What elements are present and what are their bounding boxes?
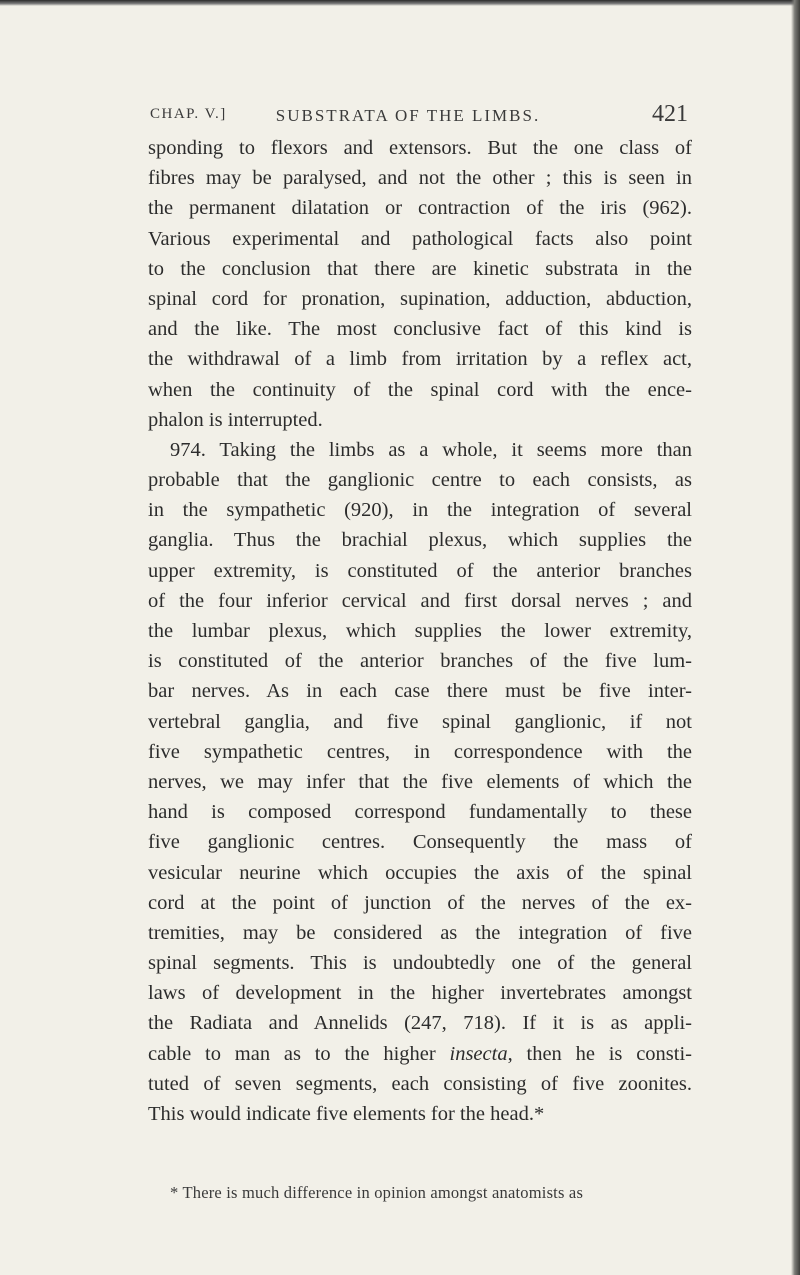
text-line: fibres may be paralysed, and not the other ; this is seen in bbox=[148, 167, 692, 190]
text-line: in the sympathetic (920), in the integration of several bbox=[148, 499, 692, 522]
text-line: laws of development in the higher invertebrates amongst bbox=[148, 982, 692, 1005]
text-line: sponding to flexors and extensors. But the one class of bbox=[148, 137, 692, 159]
text-line: the lumbar plexus, which supplies the lower extremity, bbox=[148, 620, 692, 642]
text-line: when the continuity of the spinal cord with the ence- bbox=[148, 378, 692, 401]
text-line-with-italic bbox=[148, 1039, 692, 1069]
text-segment: , then he is consti- bbox=[507, 1042, 692, 1065]
text-line: This would indicate five elements for the head.* bbox=[148, 1103, 545, 1125]
page-top-edge-shadow bbox=[0, 0, 800, 6]
text-line: cord at the point of junction of the nerves of the ex- bbox=[148, 891, 692, 914]
text-line: the withdrawal of a limb from irritation by a reflex act, bbox=[148, 348, 692, 371]
text-line: spinal cord for pronation, supination, adduction, abduction, bbox=[148, 287, 692, 310]
text-line: and the like. The most conclusive fact of this kind is bbox=[148, 318, 692, 341]
text-line: bar nerves. As in each case there must be five inter- bbox=[148, 680, 692, 703]
text-line: is constituted of the anterior branches of the five lum- bbox=[148, 650, 692, 673]
paragraph-start-line: 974. Taking the limbs as a whole, it seems more than bbox=[170, 438, 692, 461]
text-line: vesicular neurine which occupies the axis of the spinal bbox=[148, 861, 692, 884]
section-title: SUBSTRATA OF THE LIMBS. bbox=[275, 106, 541, 125]
footnote: * There is much difference in opinion amongst anatomists as bbox=[170, 1183, 584, 1202]
text-line: to the conclusion that there are kinetic substrata in the bbox=[148, 257, 692, 280]
text-line: Various experimental and pathological facts also point bbox=[148, 227, 692, 250]
text-line: the Radiata and Annelids (247, 718). If it is as appli- bbox=[148, 1012, 692, 1035]
page-right-edge-shadow bbox=[791, 0, 800, 1275]
italic-term: insecta bbox=[449, 1042, 508, 1065]
body-text bbox=[148, 133, 692, 1129]
text-line: tuted of seven segments, each consisting of five zoonites. bbox=[148, 1072, 692, 1095]
text-line: five sympathetic centres, in correspondence with the bbox=[148, 740, 692, 763]
page-number: 421 bbox=[652, 101, 688, 127]
text-line: vertebral ganglia, and five spinal ganglionic, if not bbox=[148, 710, 692, 733]
text-line: upper extremity, is constituted of the anterior branches bbox=[148, 559, 692, 582]
text-line: nerves, we may infer that the five elements of which the bbox=[148, 770, 692, 793]
text-line: phalon is interrupted. bbox=[148, 408, 323, 431]
text-line: five ganglionic centres. Consequently the mass of bbox=[148, 831, 692, 854]
text-line: tremities, may be considered as the integration of five bbox=[148, 921, 692, 944]
text-line: hand is composed correspond fundamentally to these bbox=[148, 801, 692, 824]
text-line: the permanent dilatation or contraction of the iris (962). bbox=[148, 197, 692, 220]
chapter-label: CHAP. V.] bbox=[150, 106, 227, 122]
text-segment: cable to man as to the higher bbox=[148, 1042, 450, 1065]
text-line: spinal segments. This is undoubtedly one of the general bbox=[148, 952, 692, 975]
text-line: ganglia. Thus the brachial plexus, which supplies the bbox=[148, 529, 692, 552]
text-line: of the four inferior cervical and first dorsal nerves ; and bbox=[148, 589, 692, 612]
running-head bbox=[150, 103, 688, 133]
text-line: probable that the ganglionic centre to each consists, as bbox=[148, 469, 692, 492]
